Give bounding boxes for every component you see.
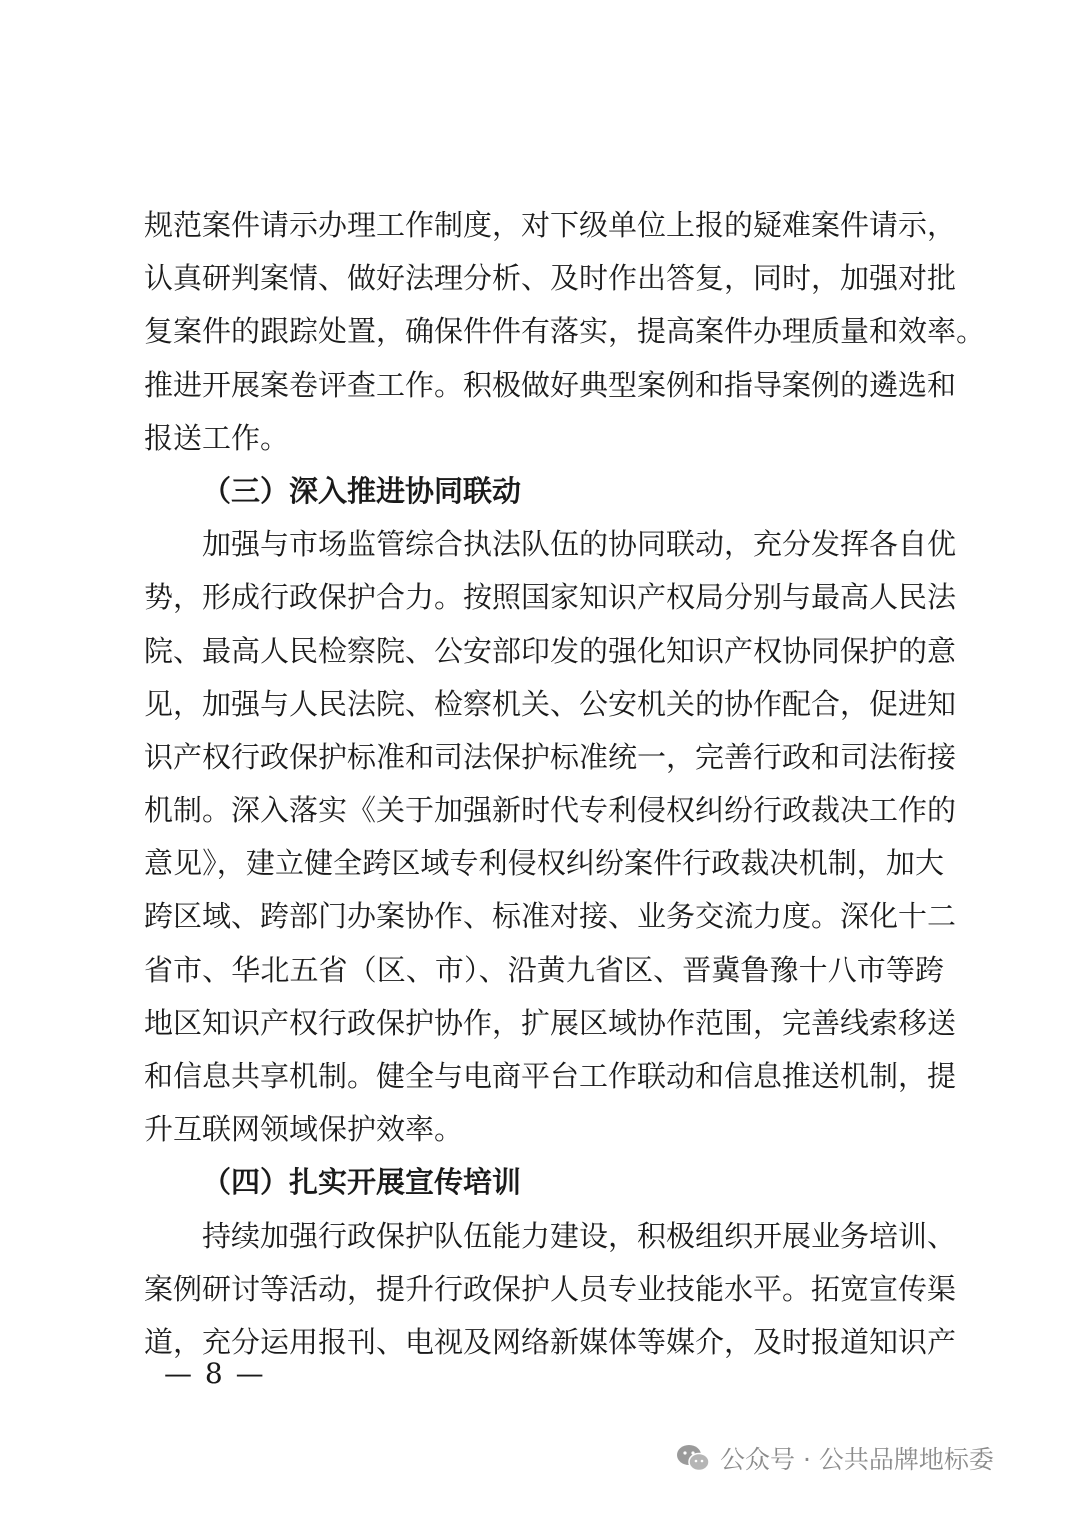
text-line: 地区知识产权行政保护协作，扩展区域协作范围，完善线索移送 [144,1005,957,1040]
text-line: 见，加强与人民法院、检察机关、公安机关的协作配合，促进知 [144,686,957,721]
text-line: 推进开展案卷评查工作。积极做好典型案例和指导案例的遴选和 [144,367,957,402]
wechat-icon [676,1443,710,1473]
text-line: 道，充分运用报刊、电视及网络新媒体等媒介，及时报道知识产 [144,1324,957,1359]
watermark-text: 公众号 · 公共品牌地标委 [720,1445,994,1474]
text-line: 案例研讨等活动，提升行政保护人员专业技能水平。拓宽宣传渠 [144,1271,957,1306]
text-line: 认真研判案情、做好法理分析、及时作出答复，同时，加强对批 [144,261,957,296]
text-line: 持续加强行政保护队伍能力建设，积极组织开展业务培训、 [202,1218,957,1253]
section-heading-4: （四）扎实开展宣传培训 [202,1165,522,1200]
text-line: 复案件的跟踪处置，确保件件有落实，提高案件办理质量和效率。 [144,314,986,349]
text-line: 跨区域、跨部门办案协作、标准对接、业务交流力度。深化十二 [144,899,957,934]
watermark [676,1436,994,1480]
text-line: 势，形成行政保护合力。按照国家知识产权局分别与最高人民法 [144,580,957,615]
text-line: 识产权行政保护标准和司法保护标准统一，完善行政和司法衔接 [144,739,957,774]
document-body [144,199,986,1369]
text-line: 院、最高人民检察院、公安部印发的强化知识产权协同保护的意 [144,633,957,668]
page-number: — 8 — [164,1357,266,1390]
text-line: 升互联网领域保护效率。 [144,1112,464,1147]
section-heading-3: （三）深入推进协同联动 [202,473,522,508]
text-line: 省市、华北五省（区、市）、沿黄九省区、晋冀鲁豫十八市等跨 [144,952,944,987]
text-line: 加强与市场监管综合执法队伍的协同联动，充分发挥各自优 [202,527,957,562]
text-line: 机制。深入落实《关于加强新时代专利侵权纠纷行政裁决工作的 [144,793,957,828]
text-line: 意见》，建立健全跨区域专利侵权纠纷案件行政裁决机制，加大 [144,846,944,881]
text-line: 报送工作。 [144,420,290,455]
text-line: 和信息共享机制。健全与电商平台工作联动和信息推送机制，提 [144,1059,957,1093]
text-line: 规范案件请示办理工作制度，对下级单位上报的疑难案件请示， [144,208,957,242]
